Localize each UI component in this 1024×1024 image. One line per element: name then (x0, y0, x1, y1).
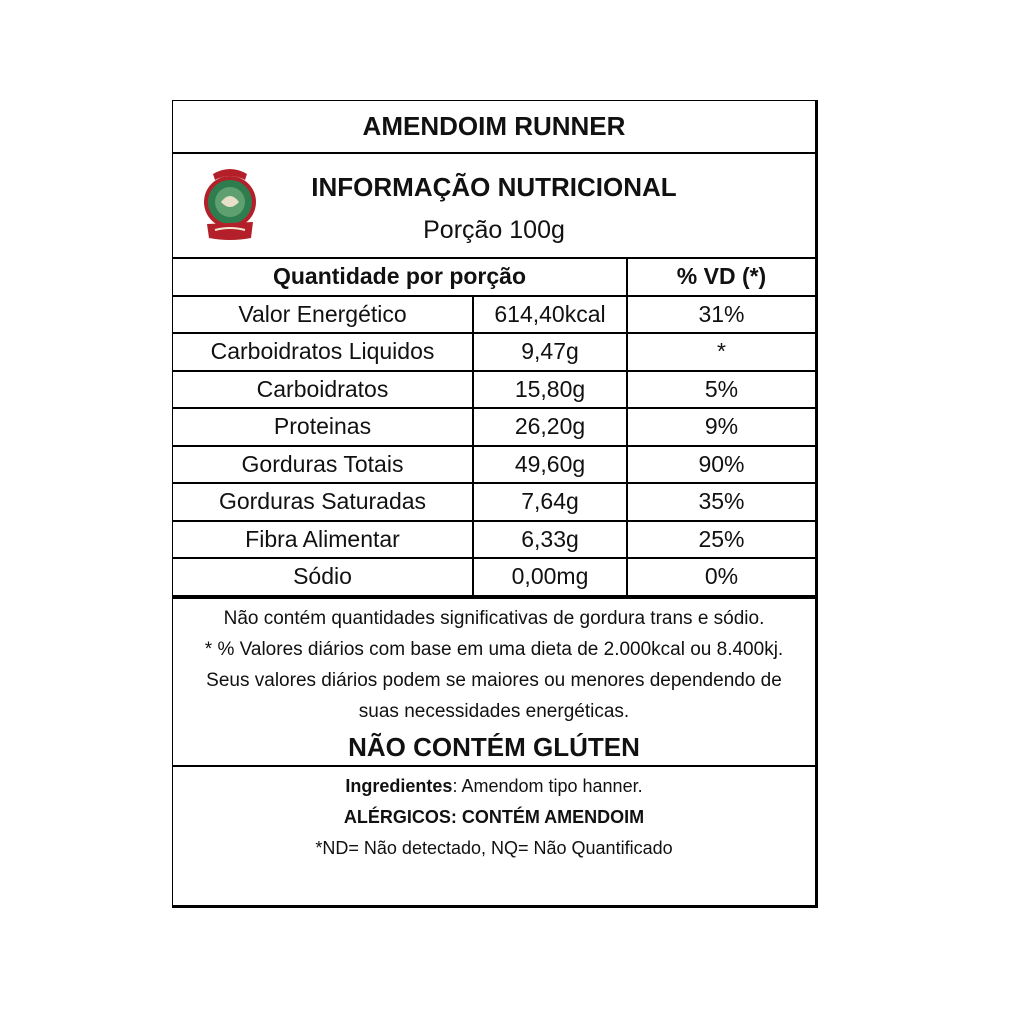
table-row (173, 483, 815, 521)
nutrient-vd: 0% (627, 558, 815, 596)
table-row (173, 296, 815, 334)
note-daily-values-variation: Seus valores diários podem se maiores ou menores dependendo de (206, 669, 782, 691)
ingredients-value: : Amendom tipo hanner. (452, 775, 643, 796)
nutrient-vd: 25% (627, 521, 815, 559)
table-row (173, 521, 815, 559)
gluten-free-notice: NÃO CONTÉM GLÚTEN (348, 731, 640, 762)
table-row (173, 371, 815, 409)
footnote: *ND= Não detectado, NQ= Não Quantificado (315, 837, 673, 858)
table-row (173, 446, 815, 484)
nutrient-amount: 6,33g (473, 521, 627, 559)
ingredients-section (173, 765, 815, 864)
nutrient-vd: 5% (627, 371, 815, 409)
nutrition-table (173, 259, 815, 597)
nutrient-amount: 9,47g (473, 333, 627, 371)
nutrient-vd: 90% (627, 446, 815, 484)
ingredients-line (173, 771, 815, 802)
note-trans-fat: Não contém quantidades significativas de gordura trans e sódio. (223, 607, 765, 629)
table-row (173, 408, 815, 446)
nutrient-amount: 614,40kcal (473, 296, 627, 334)
nutrient-name: Carboidratos (173, 371, 473, 409)
nutrient-name: Proteinas (173, 408, 473, 446)
notes-section (173, 597, 815, 765)
nutrient-amount: 26,20g (473, 408, 627, 446)
table-row (173, 558, 815, 596)
nutrient-name: Carboidratos Liquidos (173, 333, 473, 371)
ingredients-label: Ingredientes (345, 775, 453, 796)
table-header-row (173, 259, 815, 296)
nutrient-amount: 7,64g (473, 483, 627, 521)
nutrient-name: Gorduras Saturadas (173, 483, 473, 521)
nutrient-name: Fibra Alimentar (173, 521, 473, 559)
nutrient-vd: * (627, 333, 815, 371)
nutrient-amount: 0,00mg (473, 558, 627, 596)
nutrient-name: Valor Energético (173, 296, 473, 334)
nutrient-name: Sódio (173, 558, 473, 596)
allergens-notice: ALÉRGICOS: CONTÉM AMENDOIM (343, 806, 645, 827)
column-header-quantity: Quantidade por porção (173, 259, 627, 296)
note-daily-values: * % Valores diários com base em uma dieta de 2.000kcal ou 8.400kj. (204, 638, 784, 660)
nutrient-amount: 15,80g (473, 371, 627, 409)
nutrient-vd: 9% (627, 408, 815, 446)
nutrition-header (173, 154, 815, 259)
nutrient-amount: 49,60g (473, 446, 627, 484)
nutrition-label (172, 100, 818, 908)
nutrient-name: Gorduras Totais (173, 446, 473, 484)
nutrient-vd: 31% (627, 296, 815, 334)
note-energy-needs: suas necessidades energéticas. (358, 700, 630, 722)
portion-size: Porção 100g (423, 216, 565, 244)
nutrient-vd: 35% (627, 483, 815, 521)
nutrition-heading: INFORMAÇÃO NUTRICIONAL (311, 172, 677, 202)
table-row (173, 333, 815, 371)
column-header-vd: % VD (*) (627, 259, 815, 296)
product-title: AMENDOIM RUNNER (173, 101, 815, 154)
